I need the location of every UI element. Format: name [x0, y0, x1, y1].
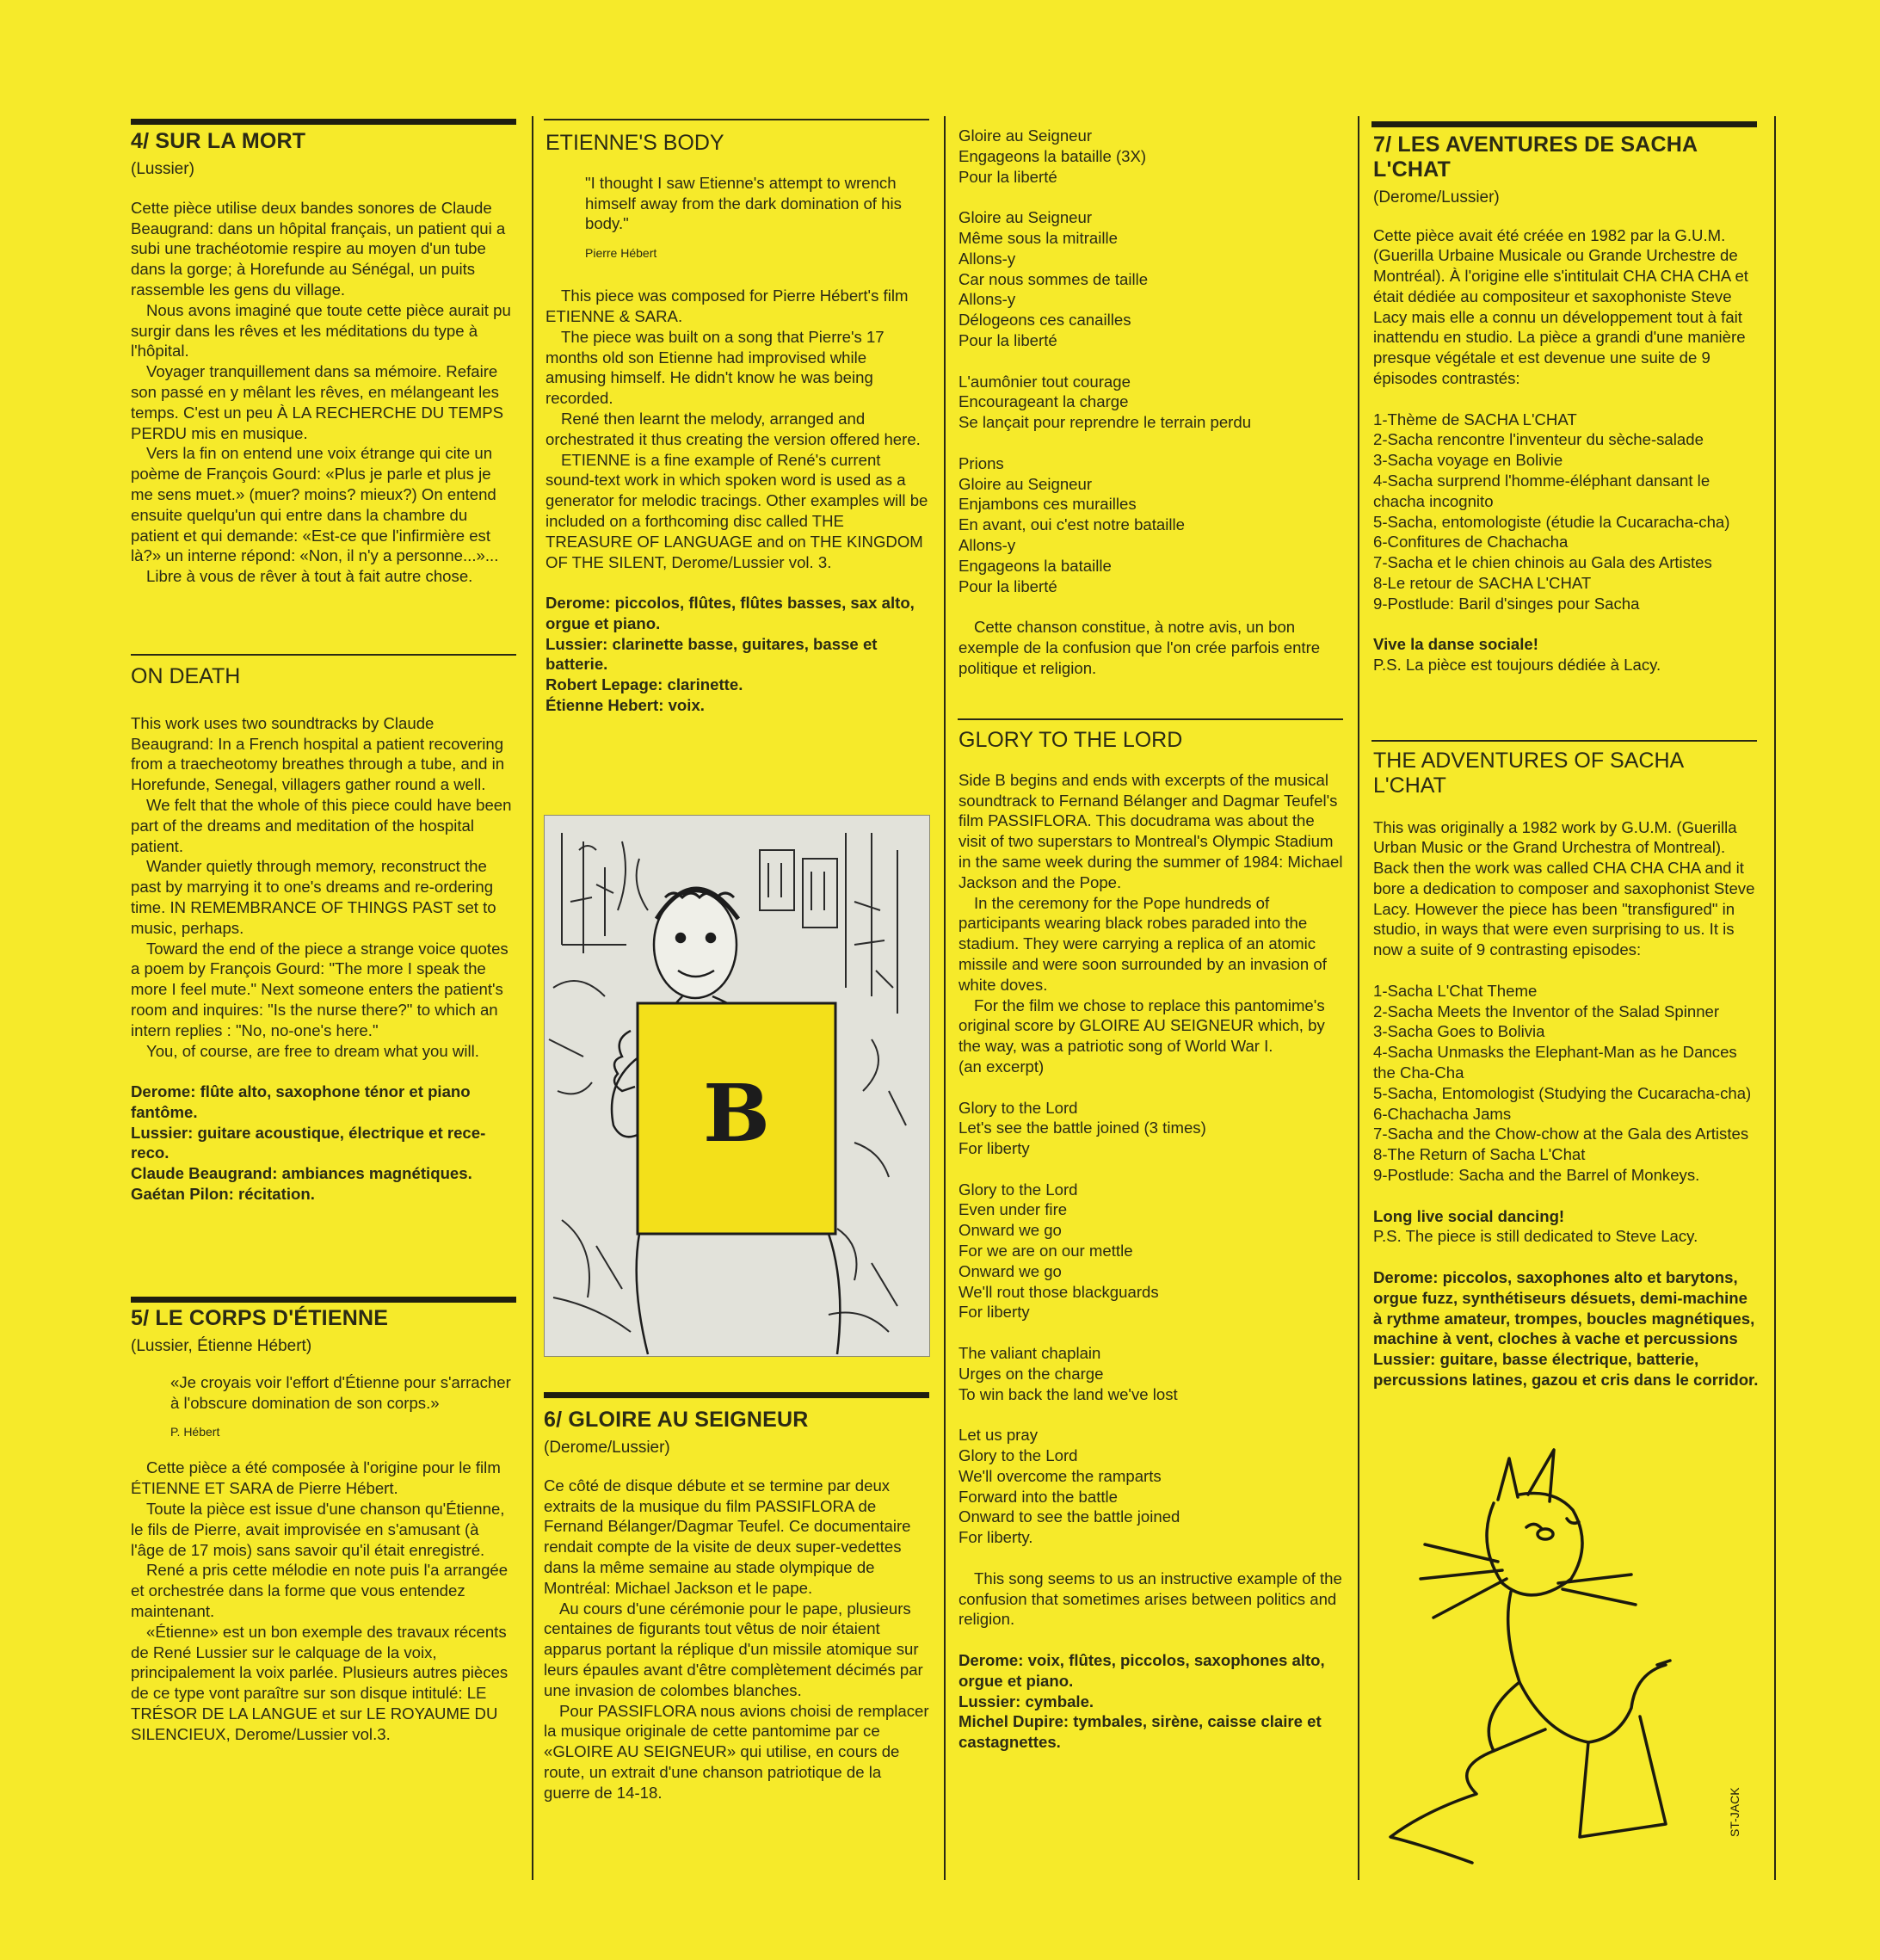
sec6-credit: (Derome/Lussier) — [544, 1438, 670, 1457]
sec7-episode: 8-Le retour de SACHA L'CHAT — [1373, 574, 1592, 593]
column-2-bottom — [544, 1408, 929, 1803]
lyric-line: We'll rout those blackguards — [958, 1282, 1159, 1301]
sec4-title: 4/ SUR LA MORT — [131, 129, 306, 153]
glory-title: GLORY TO THE LORD — [958, 728, 1183, 752]
lyrics-stanza-fr — [958, 372, 1344, 433]
column-1-bottom — [131, 1306, 516, 1745]
adv-episode: 4-Sacha Unmasks the Elephant-Man as he Dances the Cha-Cha — [1373, 1043, 1737, 1082]
lyrics-stanza-fr — [958, 207, 1344, 351]
lyrics-stanza-en — [958, 1180, 1344, 1323]
lyric-line: For liberty — [958, 1303, 1030, 1322]
lyric-line: Even under fire — [958, 1200, 1068, 1219]
glory-paragraph: Side B begins and ends with excerpts of the musical soundtrack to Fernand Bélanger and Dagmar Teufel's film PASSIFLORA. This docudrama was about the visit of two superstars to Montreal's Olympic Stadium in the same week during the summer of 1984: Michael Jackson and the Pope. — [958, 770, 1343, 891]
lyric-line: Glory to the Lord — [958, 1446, 1078, 1465]
ondeath-credit-line: Lussier: guitare acoustique, électrique et rece-reco. — [131, 1123, 486, 1162]
adv-postscript: P.S. The piece is still dedicated to Steve Lacy. — [1373, 1227, 1698, 1246]
col3-col4-divider — [1358, 116, 1359, 1880]
sec7-episode: 9-Postlude: Baril d'singes pour Sacha — [1373, 594, 1640, 613]
lyric-line: The valiant chaplain — [958, 1344, 1101, 1363]
lyric-line: Let us pray — [958, 1426, 1038, 1445]
sec6-paragraph: Pour PASSIFLORA nous avions choisi de remplacer la musique originale de cette pantomime par ce «GLOIRE AU SEIGNEUR» qui utilise, en cours de route, un extrait d'une chanson patriotique de la guerre de 14-18. — [544, 1701, 929, 1802]
glory-credit-line: Michel Dupire: tymbales, sirène, caisse claire et castagnettes. — [958, 1712, 1322, 1752]
column-1-top — [131, 129, 516, 587]
sec7-paragraph: Cette pièce avait été créée en 1982 par la G.U.M. (Guerilla Urbaine Musicale ou Grande Urchestre de Montréal). À l'origine elle s'intitulait CHA CHA CHA et était dédiée au compositeur et saxophoniste Steve Lacy mais elle a connu un développement tout à fait inattendu en studio. La pièce a grandi d'une manière presque végétale et est devenue une suite de 9 épisodes contrastés: — [1373, 225, 1748, 388]
glory-credit-line: Lussier: cymbale. — [958, 1692, 1094, 1710]
ondeath-paragraph: You, of course, are free to dream what you will. — [146, 1041, 479, 1060]
col2-col3-divider — [944, 116, 946, 1880]
col1-top-rule — [131, 119, 516, 125]
adv-episode: 9-Postlude: Sacha and the Barrel of Monkeys. — [1373, 1166, 1700, 1185]
sec4-paragraph: Vers la fin on entend une voix étrange qui cite un poème de François Gourd: «Plus je parle et plus je me sens muet.» (muer? moins? mieux?) On entend ensuite quelqu'un qui entre dans la chambre du patient et qui demande: «Est-ce que l'infirmière est là?» un interne répond: «Non, il n'y a personne...»... — [131, 444, 499, 565]
cat-drawing-illustration — [1373, 1433, 1769, 1880]
sec7-postscript: P.S. La pièce est toujours dédiée à Lacy. — [1373, 656, 1661, 675]
artist-signature: ST-JACK — [1728, 1787, 1741, 1837]
etienne-paragraph: ETIENNE is a fine example of René's current sound-text work in which spoken word is used as a generator for melodic tracings. Other examples will be included on a forthcoming disc called THE TREASURE OF LANGUAGE and on THE KINGDOM OF THE SILENT, Derome/Lussier vol. 3. — [546, 450, 928, 571]
lyric-line: For we are on our mettle — [958, 1242, 1133, 1260]
sec7-credit: (Derome/Lussier) — [1373, 188, 1500, 206]
column-4-bottom — [1373, 749, 1759, 1390]
ondeath-paragraph: Wander quietly through memory, reconstruct the past by marrying it to one's dreams and re-ordering time. IN REMEMBRANCE OF THINGS PAST set to music, perhaps. — [131, 857, 496, 937]
adv-paragraph: This was originally a 1982 work by G.U.M. (Guerilla Urban Music or the Grand Urchestra of Montreal). Back then the work was called CHA CHA CHA and it bore a dedication to composer and saxophonist Steve Lacy. However the piece has been "transfigured" in studio, in ways that were even surprising to us. It is now a suite of 9 contrasting episodes: — [1373, 817, 1755, 959]
adv-credit-line: Derome: piccolos, saxophones alto et barytons, orgue fuzz, synthétiseurs désuets, demi-machine à rythme amateur, trompes, boucles magnétiques, machine à vent, cloches à vache et percussions — [1373, 1268, 1755, 1348]
glory-excerpt-note: (an excerpt) — [958, 1057, 1045, 1076]
etienne-paragraph: The piece was built on a song that Pierre's 17 months old son Etienne had improvised while amusing himself. He didn't know he was being recorded. — [546, 327, 885, 408]
placard-letter: B — [703, 1067, 770, 1160]
sec7-episode: 4-Sacha surprend l'homme-éléphant dansant le chacha incognito — [1373, 472, 1710, 510]
lyric-line: Onward we go — [958, 1261, 1062, 1280]
sec4-paragraph: Cette pièce utilise deux bandes sonores de Claude Beaugrand: dans un hôpital français, un patient qui a subi une trachéotomie respire au moyen d'un tube dans la gorge; à Horefunde au Sénégal, un puits rassemble les gens du village. — [131, 198, 506, 299]
adv-episode: 6-Chachacha Jams — [1373, 1104, 1512, 1123]
sec4-paragraph: Nous avons imaginé que toute cette pièce aurait pu surgir dans les rêves et les méditations du type à l'hôpital. — [131, 300, 511, 361]
col4-adv-rule — [1371, 740, 1757, 742]
col2-top-rule — [544, 119, 929, 120]
sec7-episode: 1-Thème de SACHA L'CHAT — [1373, 410, 1577, 428]
column-4-top — [1373, 133, 1759, 675]
lyric-line: Gloire au Seigneur — [958, 208, 1093, 227]
column-1-mid — [131, 664, 516, 1205]
sec7-episode: 2-Sacha rencontre l'inventeur du sèche-salade — [1373, 430, 1704, 449]
etienne-paragraph: This piece was composed for Pierre Hébert's film ETIENNE & SARA. — [546, 287, 909, 325]
lyric-line: Pour la liberté — [958, 576, 1057, 595]
lyric-line: Engageons la bataille (3X) — [958, 146, 1147, 165]
glory-credit-line: Derome: voix, flûtes, piccolos, saxophones alto, orgue et piano. — [958, 1651, 1325, 1690]
adv-episode: 7-Sacha and the Chow-chow at the Gala des Artistes — [1373, 1125, 1749, 1143]
sec4-paragraph: Voyager tranquillement dans sa mémoire. Refaire son passé en y mêlant les rêves, en mélangeant les temps. C'est un peu À LA RECHERCHE DU TEMPS PERDU mis en musique. — [131, 362, 504, 442]
lyric-line: Allons-y — [958, 535, 1016, 554]
lyric-line: Engageons la bataille — [958, 556, 1112, 575]
lyrics-stanza-en — [958, 1425, 1344, 1548]
sec7-episode: 6-Confitures de Chachacha — [1373, 533, 1569, 552]
ondeath-credit-line: Gaétan Pilon: récitation. — [131, 1185, 315, 1204]
sec7-episode: 3-Sacha voyage en Bolivie — [1373, 451, 1563, 470]
note-en: This song seems to us an instructive example of the confusion that sometimes arises between politics and religion. — [958, 1569, 1342, 1629]
ondeath-paragraph: This work uses two soundtracks by Claude Beaugrand: In a French hospital a patient recovering from a traecheotomy breathes through a tube, and in Horefunde, Senegal, villagers gather round a well. — [131, 713, 505, 794]
column-3-bottom — [958, 728, 1344, 1753]
column-3-top — [958, 126, 1344, 679]
sec7-title: 7/ LES AVENTURES DE SACHA L'CHAT — [1373, 133, 1698, 182]
sec6-paragraph: Au cours d'une cérémonie pour le pape, plusieurs centaines de figurants tout vêtus de noir étaient apparus portant la réplique d'un missile atomique sur leurs épaules avant d'être complètement décimés par une invasion de colombes blanches. — [544, 1599, 923, 1699]
sec5-paragraph: René a pris cette mélodie en note puis l'a arrangée et orchestrée dans la forme que vous entendez maintenant. — [131, 1561, 509, 1620]
etienne-title: ETIENNE'S BODY — [546, 131, 724, 155]
lyric-line: Pour la liberté — [958, 167, 1057, 186]
lyric-line: Encourageant la charge — [958, 392, 1129, 411]
note-fr: Cette chanson constitue, à notre avis, un bon exemple de la confusion que l'on crée parfois entre politique et religion. — [958, 618, 1321, 677]
lyric-line: Pour la liberté — [958, 330, 1057, 349]
sec5-signature: P. Hébert — [170, 1425, 220, 1439]
lyric-line: L'aumônier tout courage — [958, 372, 1131, 391]
lyric-line: Allons-y — [958, 249, 1016, 268]
sec7-episode: 5-Sacha, entomologiste (étudie la Cucaracha-cha) — [1373, 512, 1730, 531]
adv-episode: 8-The Return of Sacha L'Chat — [1373, 1145, 1586, 1164]
sec4-credit: (Lussier) — [131, 159, 194, 178]
adv-title: THE ADVENTURES OF SACHA L'CHAT — [1373, 749, 1683, 798]
sec6-paragraph: Ce côté de disque débute et se termine par deux extraits de la musique du film PASSIFLORA de Fernand Bélanger/Dagmar Teufel. Ce documentaire rendait compte de la visite de deux super-vedettes dans la même semaine au stade olympique de Montréal: Michael Jackson et le pape. — [544, 1476, 911, 1597]
lyrics-stanza-en — [958, 1098, 1344, 1159]
sec5-title: 5/ LE CORPS D'ÉTIENNE — [131, 1306, 389, 1330]
sec4-paragraph: Libre à vous de rêver à tout à fait autre chose. — [146, 567, 473, 586]
col4-top-rule — [1371, 121, 1757, 127]
lyrics-stanza-fr — [958, 126, 1344, 187]
sec6-title: 6/ GLOIRE AU SEIGNEUR — [544, 1408, 809, 1432]
adv-episode: 5-Sacha, Entomologist (Studying the Cucaracha-cha) — [1373, 1083, 1752, 1102]
etienne-credit-line: Robert Lepage: clarinette. — [546, 675, 743, 694]
col2-sec6-rule — [544, 1392, 929, 1398]
sec7-episode: 7-Sacha et le chien chinois au Gala des Artistes — [1373, 553, 1712, 572]
ondeath-credit-line: Derome: flûte alto, saxophone ténor et piano fantôme. — [131, 1082, 471, 1121]
sec7-slogan: Vive la danse sociale! — [1373, 635, 1538, 654]
lyric-line: To win back the land we've lost — [958, 1384, 1178, 1403]
lyric-line: Se lançait pour reprendre le terrain perdu — [958, 413, 1252, 432]
col1-sec5-rule — [131, 1297, 516, 1303]
lyric-line: We'll overcome the ramparts — [958, 1466, 1162, 1485]
etienne-signature: Pierre Hébert — [585, 246, 657, 261]
col4-right-divider — [1774, 116, 1776, 1880]
adv-episode: 2-Sacha Meets the Inventor of the Salad Spinner — [1373, 1002, 1720, 1020]
lyric-line: Forward into the battle — [958, 1487, 1119, 1506]
sec5-quote: «Je croyais voir l'effort d'Étienne pour s'arracher à l'obscure domination de son corps.» — [170, 1372, 511, 1412]
lyric-line: En avant, oui c'est notre bataille — [958, 515, 1185, 534]
lyric-line: Allons-y — [958, 290, 1016, 309]
adv-episode: 1-Sacha L'Chat Theme — [1373, 981, 1538, 1000]
etienne-paragraph: René then learnt the melody, arranged and orchestrated it thus creating the version offered here. — [546, 409, 921, 448]
column-2-top — [546, 131, 929, 716]
lyric-line: Enjambons ces murailles — [958, 495, 1137, 514]
ondeath-paragraph: Toward the end of the piece a strange voice quotes a poem by François Gourd: "The more I speak the more I feel mute." Next someone enters the patient's room and inquires: "Is the nurse there?" to which an intern replies : "No, no-one's here." — [131, 939, 509, 1039]
lyric-line: Onward to see the battle joined — [958, 1507, 1180, 1526]
lyrics-stanza-en — [958, 1343, 1344, 1404]
ondeath-title: ON DEATH — [131, 664, 241, 688]
lyric-line: Urges on the charge — [958, 1364, 1104, 1383]
lyric-line: For liberty — [958, 1139, 1030, 1158]
col3-glory-rule — [958, 718, 1343, 720]
sketch-illustration — [545, 816, 929, 1356]
lyric-line: Glory to the Lord — [958, 1180, 1078, 1199]
illustration-photo — [544, 815, 930, 1357]
lyric-line: Gloire au Seigneur — [958, 126, 1093, 145]
adv-slogan: Long live social dancing! — [1373, 1206, 1565, 1225]
lyric-line: Gloire au Seigneur — [958, 474, 1093, 493]
lyric-line: Délogeons ces canailles — [958, 311, 1131, 330]
lyric-line: Même sous la mitraille — [958, 228, 1118, 247]
col1-ondeath-rule — [131, 654, 516, 656]
sec5-credit: (Lussier, Étienne Hébert) — [131, 1336, 312, 1355]
sec5-paragraph: «Étienne» est un bon exemple des travaux récents de René Lussier sur le calquage de la voix, principalement la voix parlée. Plusieurs autres pièces de ce type vont paraître sur son disque intitulé: LE TRÉSOR DE LA LANGUE et sur LE ROYAUME DU SILENCIEUX, Derome/Lussier vol.3. — [131, 1622, 509, 1743]
lyric-line: Car nous sommes de taille — [958, 269, 1149, 288]
lyric-line: Let's see the battle joined (3 times) — [958, 1119, 1206, 1137]
glory-paragraph: In the ceremony for the Pope hundreds of participants wearing black robes paraded into the stadium. They were carrying a replica of an atomic missile and were soon surrounded by an invasion of white doves. — [958, 893, 1327, 994]
adv-credit-line: Lussier: guitare, basse électrique, batterie, percussions latines, gazou et cris dans le corridor. — [1373, 1350, 1759, 1390]
lyrics-stanza-fr — [958, 453, 1344, 597]
lyric-line: For liberty. — [958, 1528, 1033, 1547]
lyric-line: Glory to the Lord — [958, 1098, 1078, 1117]
etienne-quote: "I thought I saw Etienne's attempt to wrench himself away from the dark domination of his body." — [585, 173, 902, 233]
adv-episode: 3-Sacha Goes to Bolivia — [1373, 1022, 1545, 1041]
col1-col2-divider — [532, 116, 533, 1880]
sec5-paragraph: Toute la pièce est issue d'une chanson qu'Étienne, le fils de Pierre, avait improvisée en s'amusant (à l'âge de 17 mois) sans savoir qu'il était enregistré. — [131, 1499, 505, 1559]
etienne-credit-line: Lussier: clarinette basse, guitares, basse et batterie. — [546, 634, 878, 674]
lyric-line: Prions — [958, 453, 1004, 472]
glory-paragraph: For the film we chose to replace this pantomime's original score by GLOIRE AU SEIGNEUR which, by the way, was a patriotic song of World War I. — [958, 995, 1325, 1056]
ondeath-paragraph: We felt that the whole of this piece could have been part of the dreams and meditation of the hospital patient. — [131, 795, 512, 855]
sec5-paragraph: Cette pièce a été composée à l'origine pour le film ÉTIENNE ET SARA de Pierre Hébert. — [131, 1458, 501, 1498]
ondeath-credit-line: Claude Beaugrand: ambiances magnétiques. — [131, 1164, 472, 1183]
lyric-line: Onward we go — [958, 1221, 1062, 1240]
etienne-credit-line: Derome: piccolos, flûtes, flûtes basses, sax alto, orgue et piano. — [546, 594, 915, 632]
etienne-credit-line: Étienne Hebert: voix. — [546, 696, 705, 715]
